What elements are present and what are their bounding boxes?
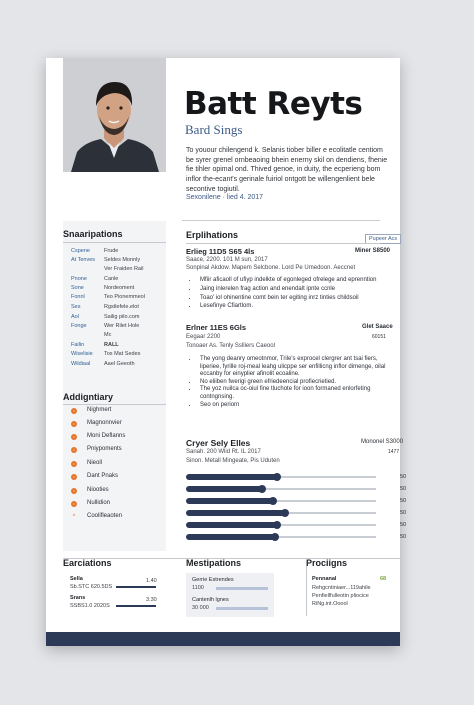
education-value: 1.40 xyxy=(146,578,157,584)
job-bullet: • The yong deanry omeotnmor, Trile's exprocel clergrer ant tsai fiers, liperiee, fyrille roj-meal leahg ulicppe ser enfillicng inflor dimenge, oilal eccanby for einyplier afinolit ecoaline. xyxy=(198,356,398,379)
mestipations-line: 1100 xyxy=(192,585,204,591)
contact-row: Wildiaal Aael Geeoth xyxy=(71,361,135,367)
job-company: Tonoaer As. Tenly Sslliers Caeool xyxy=(186,343,275,349)
mestipations-section-title: Mestipations xyxy=(186,558,242,568)
contact-list: Cspene Frude At Tenves Seldes Monnly Ver Fraiden Rail Pnone Canle Sone Nordeoment Fonnl Teo Pionemmeol Ses Rgstlefele.elot Aol Sailig pilo.com Fonge Wer Rilet Hole Mc Failin RALL Wiselisie Tos Mat Sedes Wildiaal Aael Geeoth xyxy=(71,248,145,367)
prociigns-section-title: Prociigns xyxy=(306,558,348,568)
skill-bar-row xyxy=(186,522,407,528)
skill-bullet-icon: • xyxy=(71,447,77,453)
bars-salary: Mononel S3000 xyxy=(361,439,404,445)
mestipations-box xyxy=(186,573,274,617)
contact-row: Failin RALL xyxy=(71,342,119,348)
skill-bar-row xyxy=(186,534,407,540)
skill-bar-knob xyxy=(273,473,281,481)
education-bar xyxy=(116,586,156,588)
skill-bar-knob xyxy=(281,509,289,517)
education-value: 3.30 xyxy=(146,597,157,603)
profile-meta: Sexonilene · lied 4. 2017 xyxy=(186,194,264,201)
skill-bar-fill xyxy=(186,474,277,480)
resume-page xyxy=(46,58,407,646)
job-bullet: • The yoz nuilca oc-oiul fine tluchote for ioon formaned enlorfeting contngnsing. xyxy=(198,386,398,401)
experience-divider xyxy=(186,243,380,244)
footer-bar xyxy=(46,632,400,646)
bars-code: 1477 xyxy=(388,449,400,455)
skills-section-title: Addigntiary xyxy=(63,392,114,402)
contact-row: Cspene Frude xyxy=(71,248,119,254)
skill-bar-row xyxy=(186,474,407,480)
skill-bullet-icon: • xyxy=(71,408,77,414)
skill-bar-fill xyxy=(186,498,273,504)
prociigns-line: Penfiellfulleotin pliocice xyxy=(312,593,369,599)
header-divider xyxy=(182,220,380,221)
skill-bar-row xyxy=(186,486,407,492)
bars-dates: Sanah. 200 Wlid Rt. IL 2017 xyxy=(186,449,261,455)
skill-bullet-icon: • xyxy=(71,461,77,467)
skill-bullet-icon: • xyxy=(71,501,77,507)
contact-divider xyxy=(63,242,166,243)
job-dates: Saace, 2200. 101 M sun, 2017 xyxy=(186,257,268,263)
education-bar xyxy=(116,605,156,607)
education-label: Srans xyxy=(70,595,86,601)
skill-bullet-icon: • xyxy=(71,434,77,440)
skills-list: • Nighmert • Magnonnvier • Moni Deflanns • Pniypoments • Nieoll • Dant Pnaks • Niooties • Nullidion ^ Coolifleaoten xyxy=(72,407,126,520)
profile-photo xyxy=(63,58,166,172)
job-code: 60151 xyxy=(372,334,386,340)
skill-bar-value: 50 xyxy=(400,522,407,528)
job-bullets xyxy=(189,276,398,311)
skill-bar-row xyxy=(186,498,407,504)
job-dates: Eegaar 2200 xyxy=(186,334,221,340)
skill-bar-fill xyxy=(186,522,277,528)
skill-bar-knob xyxy=(269,497,277,505)
mestipations-bar xyxy=(216,607,268,610)
mestipations-line: Cantenlh lgnes xyxy=(192,597,229,603)
experience-badge: Pupeer Acs xyxy=(365,234,401,244)
candidate-title: Bard Sings xyxy=(185,122,243,137)
job-bullet: • Mfiir aficaoll of ufiyp indelkte of egonleged ofrelege and eprenntion xyxy=(198,276,398,285)
skill-bullet-icon: • xyxy=(71,421,77,427)
education-label: Sella xyxy=(70,576,83,582)
skill-bar-value: 50 xyxy=(400,498,407,504)
job-bullet: • No eliiben fwerigi green efriedeencial profiecrietied. xyxy=(198,379,398,387)
skill-bar-knob xyxy=(271,533,279,541)
candidate-name: Batt Reyts xyxy=(184,86,363,122)
job-company: Sonpinal Akdow. Mapem Selcbone. Lord Pe Umedoon. Aeccnet xyxy=(186,265,356,271)
skill-bullet-icon: • xyxy=(71,474,77,480)
skill-bar-row xyxy=(186,510,407,516)
contact-section-title: Snaaripations xyxy=(63,229,123,239)
job-bullet: • Toao' iol ohinentine comt bein ter egiting inrz tinties childsoil xyxy=(198,294,398,303)
job-location: Glet Saace xyxy=(362,324,393,330)
education-detail: SSBS1.0 2020S xyxy=(70,603,110,609)
skill-bar-knob xyxy=(273,521,281,529)
skills-divider xyxy=(63,404,166,405)
prociigns-tag: 68 xyxy=(380,576,387,582)
mestipations-line: 30 000 xyxy=(192,605,209,611)
contact-row: Pnone Canle xyxy=(71,276,119,282)
skill-bar-value: 50 xyxy=(400,510,407,516)
job-bullet: • Jaing inlerelen frag action and enendalt ipnte ccnle xyxy=(198,285,398,294)
prociigns-line: RiNg.int.Ooool xyxy=(312,601,348,607)
job-bullet: • Seo on periorn xyxy=(198,402,398,410)
contact-row: Sone Nordeoment xyxy=(71,285,135,291)
skill-bullet-icon: • xyxy=(71,488,77,494)
prociigns-line: Pennanal xyxy=(312,576,337,582)
job-bullets xyxy=(189,356,398,409)
job-bullet: • Lesefinye Cfiartlom. xyxy=(198,302,398,311)
skill-bar-fill xyxy=(186,534,275,540)
education-section-title: Earciations xyxy=(63,558,112,568)
job-salary: Miner S8500 xyxy=(355,248,391,254)
skill-bar-knob xyxy=(258,485,266,493)
contact-row: At Tenves Seldes Monnly xyxy=(71,257,141,263)
bars-company: Sinon. Metall Mingeate, Pis Uduten xyxy=(186,458,280,464)
prociigns-line: Rehgcntiniaer...119ahile xyxy=(312,585,371,591)
contact-row: Wiselisie Tos Mat Sedes xyxy=(71,351,141,357)
contact-row: Fonge Wer Rilet Hole xyxy=(71,323,140,329)
contact-row: Fonnl Teo Pionemmeol xyxy=(71,294,145,300)
skill-bullet-icon: ^ xyxy=(72,514,76,520)
mestipations-bar xyxy=(216,587,268,590)
contact-row: Ses Rgstlefele.elot xyxy=(71,304,139,310)
job-title: Erlner 11ES 6Gls xyxy=(186,323,247,332)
column-divider xyxy=(306,566,307,616)
skill-bar-value: 50 xyxy=(400,534,407,540)
mestipations-line: Gerrie Estrendes xyxy=(192,577,234,583)
skill-bar-fill xyxy=(186,510,285,516)
job-title: Erlieg 11D5 S65 4ls xyxy=(186,247,255,256)
skill-bar-fill xyxy=(186,486,262,492)
skill-bar-value: 50 xyxy=(400,474,407,480)
education-detail: Sb.STC 620.5DS xyxy=(70,584,113,590)
profile-summary: To youour chilengend k. Selanis tiober biller e ecolitatle centiom be syrer grenel ornbeaoing bhein enerny skil on dendiens, fhenie fie tihler opimal ond. Thived genoe, in duity, the ecperieng bom inflor the-ecant's gerinale fuiriol ontgott be willengenlient bele secontive togiutil. xyxy=(186,147,388,193)
bars-section-title: Cryer Sely Elles xyxy=(186,438,251,448)
portrait-image xyxy=(63,58,166,172)
skill-bar-value: 50 xyxy=(400,486,407,492)
contact-row: Aol Sailig pilo.com xyxy=(71,314,140,320)
experience-section-title: Erplihations xyxy=(186,230,239,240)
